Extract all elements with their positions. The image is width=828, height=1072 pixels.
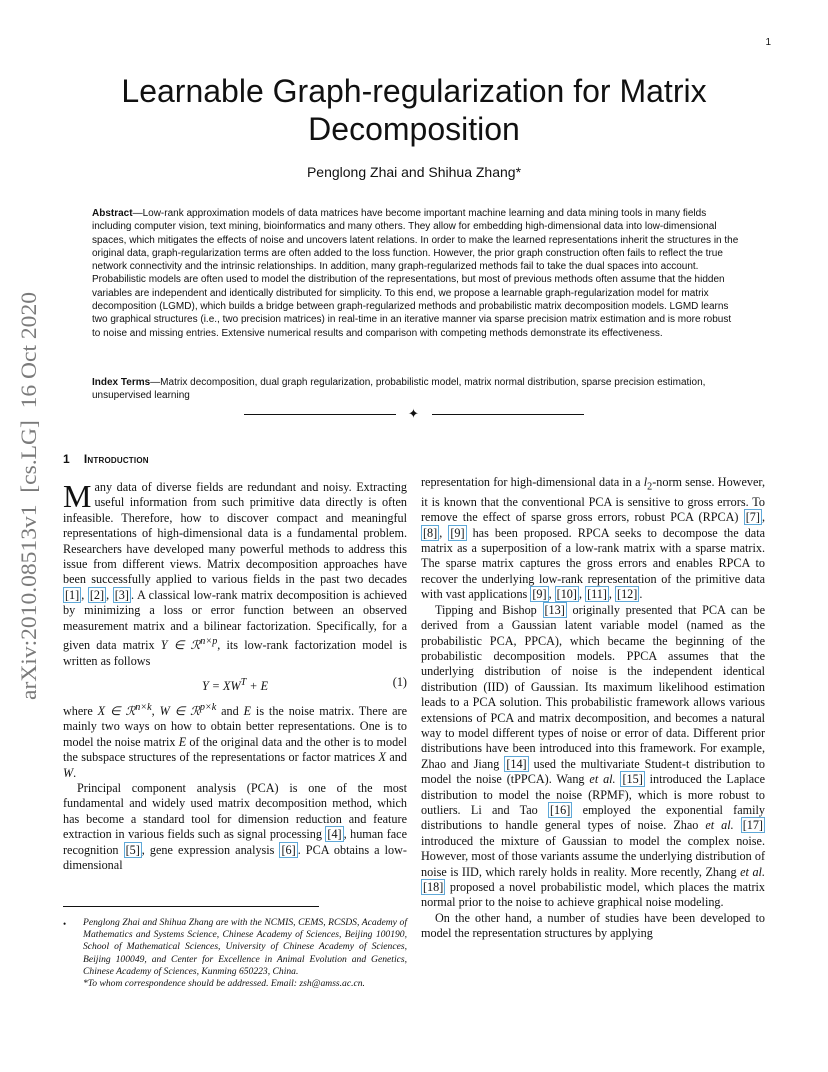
index-terms-label: Index Terms — [92, 377, 151, 388]
arxiv-identifier — [6, 290, 46, 710]
index-terms-text: —Matrix decomposition, dual graph regularization, probabilistic model, matrix normal distribution, sparse precision estimation, unsupervised learning — [92, 377, 706, 402]
citation-link[interactable]: [14] — [506, 756, 527, 771]
left-column — [63, 480, 407, 873]
equation-1 — [63, 672, 407, 696]
equation-body: $Y = XW^T + E$ — [201, 676, 269, 693]
citation-link[interactable]: [9] — [450, 525, 465, 540]
citation-link[interactable]: [18] — [423, 880, 444, 894]
section-separator — [244, 407, 584, 421]
abstract — [92, 207, 740, 340]
arxiv-identifier-text: arXiv:2010.08513v1 [cs.LG] 16 Oct 2020 — [16, 318, 41, 700]
section-number: 1 — [63, 452, 70, 466]
footnote-affiliation: Penglong Zhai and Shihua Zhang are with the NCMIS, CEMS, RCSDS, Academy of Mathematics and Systems Science, Chinese Academy of Sciences, Beijing 100190, School of Mathematical Sciences, University of Chinese Academy of Sciences, Beijing 100049, and Center for Excellence in Animal Evolution and Genetics, Chinese Academy of Sciences, Kunming 650223, China. — [83, 917, 407, 977]
citation-link[interactable]: [9] — [532, 587, 547, 602]
dropcap: M — [63, 478, 92, 514]
right-column — [421, 475, 765, 942]
intro-paragraph-4: representation for high-dimensional data in a $l_2$-norm sense. However, it is known that the conventional PCA is sensitive to gross errors. To remove the effect of sparse gross errors, robust PCA (RPCA) [7] , [8] , [9] has been proposed. RPCA seeks to decompose the data matrix as a superposition of a low-rank matrix with a sparse matrix. The sparse matrix captures the gross errors and enables RPCA to recover the underlying low-rank representation of the primitive data with vast applications [9] , [10] , [11] , [12] . — [421, 475, 765, 602]
citation-link[interactable]: [15] — [622, 772, 643, 787]
paper-title: Learnable Graph-regularization for Matrix Decomposition — [121, 73, 707, 147]
separator-line-right — [432, 414, 584, 415]
citation-link[interactable]: [6] — [281, 842, 296, 857]
citation-link[interactable]: [11] — [587, 587, 607, 602]
citation-link[interactable]: [1] — [65, 587, 80, 602]
abstract-label: Abstract — [92, 208, 133, 219]
section-heading — [63, 452, 149, 466]
section-title: Introduction — [83, 452, 149, 466]
citation-link[interactable]: [4] — [327, 827, 342, 842]
index-terms — [92, 376, 740, 403]
authors: Penglong Zhai and Shihua Zhang* — [306, 164, 522, 180]
citation-link[interactable]: [7] — [745, 510, 760, 525]
citation-link[interactable]: [12] — [617, 587, 638, 602]
intro-paragraph-6: On the other hand, a number of studies have been developed to model the representation structures by applying — [421, 910, 765, 941]
citation-link[interactable]: [2] — [89, 587, 105, 602]
footnote-correspondence: *To whom correspondence should be addressed. Email: zsh@amss.ac.cn. — [83, 978, 365, 990]
citation-link[interactable]: [8] — [423, 525, 438, 540]
footnote — [63, 917, 407, 990]
citation-link[interactable]: [13] — [544, 602, 565, 617]
citation-link[interactable]: [5] — [125, 842, 140, 857]
citation-link[interactable]: [17] — [742, 818, 763, 833]
intro-paragraph-3: Principal component analysis (PCA) is one of the most fundamental and widely used matrix decomposition method, which has become a standard tool for dimension reduction and feature extraction in various fields such as signal processing [4] , human face recognition [5] , gene expression analysis [6] . PCA obtains a low-dimensional — [63, 781, 407, 873]
separator-line-left — [244, 414, 396, 415]
intro-paragraph-2: where X ∈ ℛ$^{n\times k}$, W ∈ ℛ$^{p\times k}$ and E is the noise matrix. There are mainly two ways on how to obtain better representations. One is to model the noise matrix E of the original data and the other is to model the subspace structures of the representations or factor matrices X and W. — [63, 701, 407, 780]
intro-paragraph-5: Tipping and Bishop [13] originally presented that PCA can be derived from a Gaussian latent variable model (named as the probabilistic PCA, PPCA), which became the beginning of the probabilistic decomposition models. PPCA assumes that the underlying distribution of noise is the independent identical distribution (IID) of Gaussian. Its maximum likelihood estimation leads to a PCA solution. This probabilistic framework allows various extensions of PCA and matrix decomposition, and becomes a natural way to model different types of noise or error of data. Different prior distributions have been introduced into this framework. For example, Zhao and Jiang [14] used the multivariate Student-t distribution to model the noise (tPPCA). Wang et al. [15] introduced the Laplace distribution to model the noise (RPMF), which is more robust to outliers. Li and Tao [16] employed the exponential family distributions to handle general types of noise. Zhao et al. [17] introduced the mixture of Gaussian to model the complex noise. However, most of those variants assume the underlying distribution of noise is IID, which rarely holds in reality. More recently, Zhang et al. [18] proposed a novel probabilistic model, which places the matrix normal prior to the noise to achieve graphical noise modeling. — [421, 602, 765, 910]
equation-number: (1) — [392, 674, 407, 689]
citation-link[interactable]: [16] — [549, 802, 571, 817]
footnote-rule — [63, 906, 319, 907]
footnote-bullet: • — [63, 919, 67, 929]
separator-diamond-icon: ✦ — [408, 407, 419, 422]
intro-paragraph-1: Many data of diverse fields are redundant and noisy. Extracting useful information from such primitive data directly is often infeasible. Therefore, how to discover compact and meaningful representations of high-dimensional data is a fundamental problem. Researchers have developed many powerful methods to address this issue from different views. Matrix decomposition approaches have been successfully applied to various fields in the past two decades [1] , [2] , [3] . A classical low-rank matrix decomposition is achieved by minimizing a loss or error function between an observed measurement matrix and a bilinear factorization. Specifically, for a given data matrix Y ∈ ℛ$^{n\times p}$, its low-rank factorization model is written as follows — [63, 478, 407, 668]
page-number: 1 — [765, 37, 771, 48]
citation-link[interactable]: [10] — [556, 587, 577, 602]
abstract-text: —Low-rank approximation models of data matrices have become important machine learning and data mining tools in many fields including computer vision, text mining, bioinformatics and many others. They allow for embedding high-dimensional data into low-dimensional spaces, which mitigates the effects of noise and uncovers latent relations. In order to make the learned representations inherit the structures in the original data, graph-regularization terms are often added to the loss function. However, the prior graph construction often fails to reflect the true network connectivity and the intrinsic relationships. In addition, many graph-regularized methods fail to take the dual spaces into account. Probabilistic models are often used to model the distribution of the representations, but most of previous methods often assume that the hidden variables are independent and identically distributed for simplicity. To this end, we propose a learnable graph-regularization model for matrix decomposition (LGMD), which builds a bridge between graph-regularized methods and probabilistic matrix decomposition models. LGMD learns two graphical structures (i.e., two precision matrices) in real-time in an iterative manner via sparse precision matrix estimation and is more robust to noise and missing entries. Extensive numerical results and comparison with competing methods demonstrate its effectiveness. — [92, 208, 739, 339]
citation-link[interactable]: [3] — [114, 587, 129, 602]
